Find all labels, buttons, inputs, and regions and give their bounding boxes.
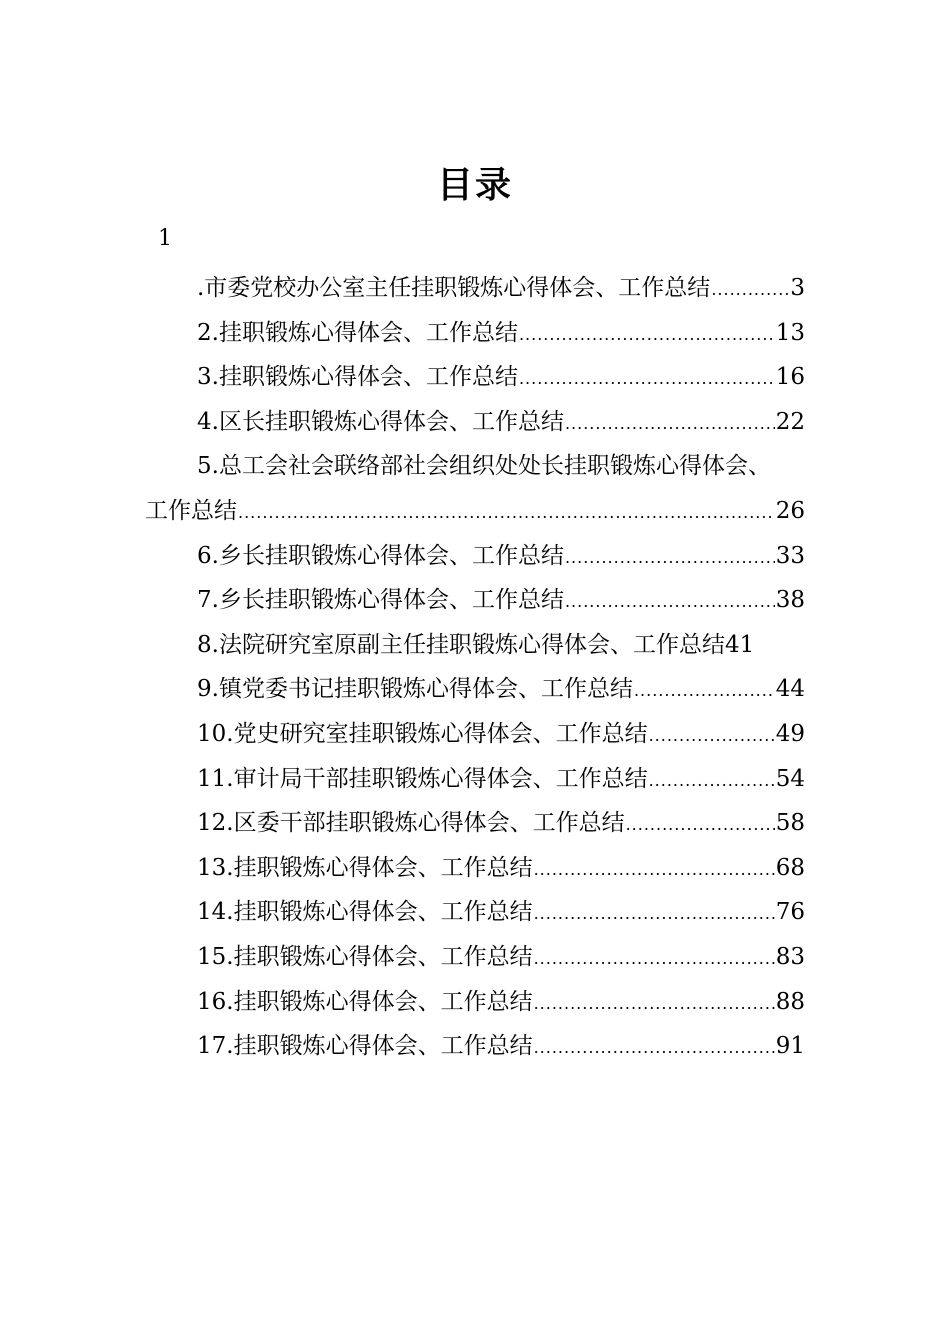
toc-entry-page: 54 xyxy=(775,765,805,792)
toc-entry-page: 68 xyxy=(775,854,805,881)
toc-entry-label: 15.挂职锻炼心得体会、工作总结 xyxy=(197,943,533,970)
dot-leader xyxy=(534,982,775,1027)
toc-entry-label: 13.挂职锻炼心得体会、工作总结 xyxy=(197,854,533,881)
toc-entry-label: 6.乡长挂职锻炼心得体会、工作总结 xyxy=(197,542,564,569)
toc-entry[interactable] xyxy=(145,712,805,757)
toc-entry[interactable] xyxy=(145,400,805,445)
toc-entry[interactable] xyxy=(145,623,805,668)
dot-leader xyxy=(649,714,775,759)
toc-entry-page: 76 xyxy=(775,899,805,926)
toc-entry[interactable] xyxy=(145,311,805,356)
toc-entry-label: 14.挂职锻炼心得体会、工作总结 xyxy=(197,899,533,926)
toc-entry-page: 33 xyxy=(775,542,805,569)
dot-leader xyxy=(565,580,775,625)
toc-entry-page: 49 xyxy=(775,720,805,747)
toc-entry-wrapped[interactable] xyxy=(145,444,805,533)
toc-entry-page: 13 xyxy=(775,319,805,346)
toc-entry[interactable] xyxy=(145,266,805,311)
toc-entry-page: 41 xyxy=(724,631,755,658)
toc-entry[interactable] xyxy=(145,534,805,579)
toc-entry-label-line2: 工作总结 xyxy=(145,497,237,524)
toc-entry[interactable] xyxy=(145,757,805,802)
toc-entry-page: 16 xyxy=(775,364,805,391)
toc-entry-label: 8.法院研究室原副主任挂职锻炼心得体会、工作总结 xyxy=(197,631,725,658)
toc-entry[interactable] xyxy=(145,578,805,623)
toc-entry[interactable] xyxy=(145,935,805,980)
toc-entry[interactable] xyxy=(145,1024,805,1069)
dot-leader xyxy=(649,759,775,804)
toc-entry-label: 3.挂职锻炼心得体会、工作总结 xyxy=(197,364,518,391)
toc-entry-page: 83 xyxy=(775,943,805,970)
toc-entry-label: 11.审计局干部挂职锻炼心得体会、工作总结 xyxy=(197,765,648,792)
toc-entry-label: 7.乡长挂职锻炼心得体会、工作总结 xyxy=(197,587,564,614)
toc-entry-page: 3 xyxy=(790,275,805,301)
toc-entry[interactable] xyxy=(145,667,805,712)
dot-leader xyxy=(626,803,775,848)
dot-leader xyxy=(519,313,775,358)
toc-entry-page: 22 xyxy=(775,408,805,435)
dot-leader xyxy=(534,1026,775,1071)
table-of-contents xyxy=(145,266,805,1069)
toc-entry-label: .市委党校办公室主任挂职锻炼心得体会、工作总结 xyxy=(197,275,711,301)
page-title: 目录 xyxy=(436,164,513,206)
dot-leader xyxy=(519,357,775,402)
toc-entry[interactable] xyxy=(145,890,805,935)
toc-entry-label: 9.镇党委书记挂职锻炼心得体会、工作总结 xyxy=(197,676,633,703)
dot-leader xyxy=(534,848,775,893)
toc-entry-page: 26 xyxy=(775,497,805,524)
toc-entry[interactable] xyxy=(145,846,805,891)
dot-leader xyxy=(534,937,775,982)
toc-entry-label: 12.区委干部挂职锻炼心得体会、工作总结 xyxy=(197,810,625,837)
dot-leader xyxy=(634,669,775,714)
dot-leader xyxy=(565,536,775,581)
toc-number: 1 xyxy=(158,226,172,251)
dot-leader xyxy=(534,892,775,937)
dot-leader xyxy=(565,402,775,447)
toc-entry[interactable] xyxy=(145,355,805,400)
toc-entry-page: 58 xyxy=(775,810,805,837)
toc-entry-label: 16.挂职锻炼心得体会、工作总结 xyxy=(197,988,533,1015)
dot-leader xyxy=(238,491,775,536)
toc-entry-page: 44 xyxy=(775,676,805,703)
toc-entry-label: 17.挂职锻炼心得体会、工作总结 xyxy=(197,1033,533,1060)
toc-entry-label: 4.区长挂职锻炼心得体会、工作总结 xyxy=(197,408,564,435)
toc-entry-page: 88 xyxy=(775,988,805,1015)
toc-entry[interactable] xyxy=(145,980,805,1025)
toc-entry-label: 10.党史研究室挂职锻炼心得体会、工作总结 xyxy=(197,720,648,747)
toc-entry-page: 38 xyxy=(775,587,805,614)
toc-entry-page: 91 xyxy=(775,1033,805,1060)
toc-entry[interactable] xyxy=(145,801,805,846)
dot-leader xyxy=(711,268,789,313)
toc-entry-line2 xyxy=(145,489,805,534)
toc-entry-label-line1: 5.总工会社会联络部社会组织处处长挂职锻炼心得体会、 xyxy=(197,453,771,480)
toc-entry-label: 2.挂职锻炼心得体会、工作总结 xyxy=(197,319,518,346)
